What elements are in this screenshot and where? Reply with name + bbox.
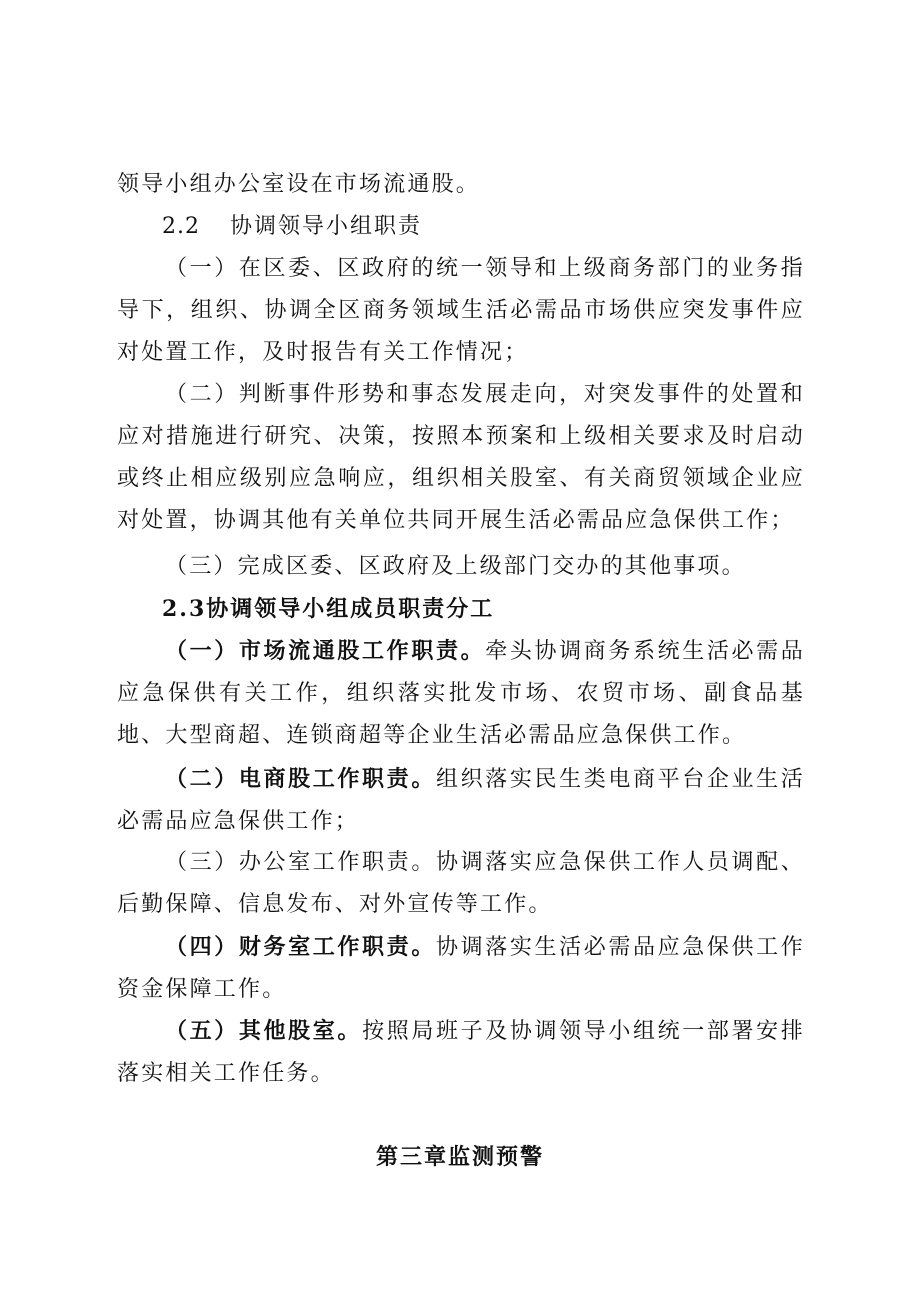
division-office-head: （三）办公室工作职责。 — [165, 850, 436, 875]
duty-paragraph-2: （二）判断事件形势和事态发展走向，对突发事件的处置和应对措施进行研究、决策，按照本预案和上级相关要求及时启动或终止相应级别应急响应，组织相关股室、有关商贸领域企业应对处置，协调其他有关单位共同开展生活必需品应急保供工作； — [117, 382, 805, 533]
division-finance — [117, 926, 805, 1011]
duty-paragraph-1: （一）在区委、区政府的统一领导和上级商务部门的业务指导下，组织、协调全区商务领域生活必需品市场供应突发事件应对处置工作，及时报告有关工作情况； — [117, 256, 805, 365]
division-finance-body: 协调落实生活必需品应急保供工作资金保障工作。 — [117, 935, 805, 1002]
division-ecommerce-body: 组织落实民生类电商平台企业生活必需品应急保供工作； — [117, 767, 805, 834]
division-other — [117, 1010, 805, 1095]
division-finance-head: （四）财务室工作职责。 — [165, 934, 436, 960]
division-office — [117, 842, 805, 926]
section-2-2-heading — [162, 206, 422, 248]
division-office-body: 协调落实应急保供工作人员调配、后勤保障、信息发布、对外宣传等工作。 — [117, 850, 805, 917]
division-market-circulation — [117, 630, 805, 757]
intro-line: 领导小组办公室设在市场流通股。 — [117, 172, 481, 197]
section-2-3-heading: 2.3协调领导小组成员职责分工 — [162, 596, 495, 622]
division-market-circulation-head: （一）市场流通股工作职责。 — [165, 638, 486, 664]
division-other-head: （五）其他股室。 — [165, 1018, 363, 1044]
division-ecommerce — [117, 758, 805, 843]
division-market-circulation-body: 牵头协调商务系统生活必需品应急保供有关工作，组织落实批发市场、农贸市场、副食品基地、大型商超、连锁商超等企业生活必需品应急保供工作。 — [117, 639, 805, 748]
section-2-2-number: 2.2 — [162, 214, 200, 239]
duty-paragraph-3: （三）完成区委、区政府及上级部门交办的其他事项。 — [165, 554, 746, 579]
division-other-body: 按照局班子及协调领导小组统一部署安排落实相关工作任务。 — [117, 1019, 805, 1086]
chapter-title: 第三章监测预警 — [375, 1144, 544, 1170]
section-2-2-title: 协调领导小组职责 — [230, 214, 423, 239]
division-ecommerce-head: （二）电商股工作职责。 — [165, 766, 436, 792]
